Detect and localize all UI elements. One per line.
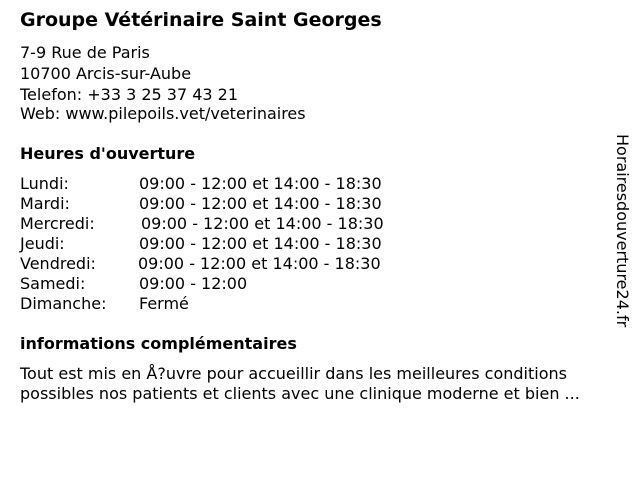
day-label: Samedi: bbox=[20, 274, 86, 293]
time-value: 09:00 - 12:00 et 14:00 - 18:30 bbox=[141, 214, 384, 233]
info-line-1: Tout est mis en Å?uvre pour accueillir dans les meilleures conditions bbox=[20, 364, 567, 383]
time-value: Fermé bbox=[139, 294, 189, 313]
time-value: 09:00 - 12:00 et 14:00 - 18:30 bbox=[139, 194, 382, 213]
info-heading: informations complémentaires bbox=[20, 334, 297, 353]
day-label: Dimanche: bbox=[20, 294, 107, 313]
address-line-2: 10700 Arcis-sur-Aube bbox=[20, 64, 192, 83]
time-value: 09:00 - 12:00 bbox=[139, 274, 248, 293]
day-label: Mardi: bbox=[20, 194, 70, 213]
day-label: Jeudi: bbox=[20, 234, 65, 253]
hours-heading: Heures d'ouverture bbox=[20, 144, 196, 163]
address-line-1: 7-9 Rue de Paris bbox=[20, 43, 150, 62]
info-line-2: possibles nos patients et clients avec une clinique moderne et bien ... bbox=[20, 384, 580, 403]
time-value: 09:00 - 12:00 et 14:00 - 18:30 bbox=[138, 254, 381, 273]
site-watermark: Horairesdouverture24.fr bbox=[613, 134, 632, 328]
day-label: Mercredi: bbox=[20, 214, 95, 233]
website-link[interactable]: Web: www.pilepoils.vet/veterinaires bbox=[20, 104, 306, 123]
info-description bbox=[20, 364, 630, 404]
clinic-name: Groupe Vétérinaire Saint Georges bbox=[20, 9, 382, 31]
day-label: Lundi: bbox=[20, 174, 69, 193]
time-value: 09:00 - 12:00 et 14:00 - 18:30 bbox=[139, 234, 382, 253]
time-value: 09:00 - 12:00 et 14:00 - 18:30 bbox=[139, 174, 382, 193]
phone-number: Telefon: +33 3 25 37 43 21 bbox=[20, 85, 239, 104]
day-label: Vendredi: bbox=[20, 254, 96, 273]
